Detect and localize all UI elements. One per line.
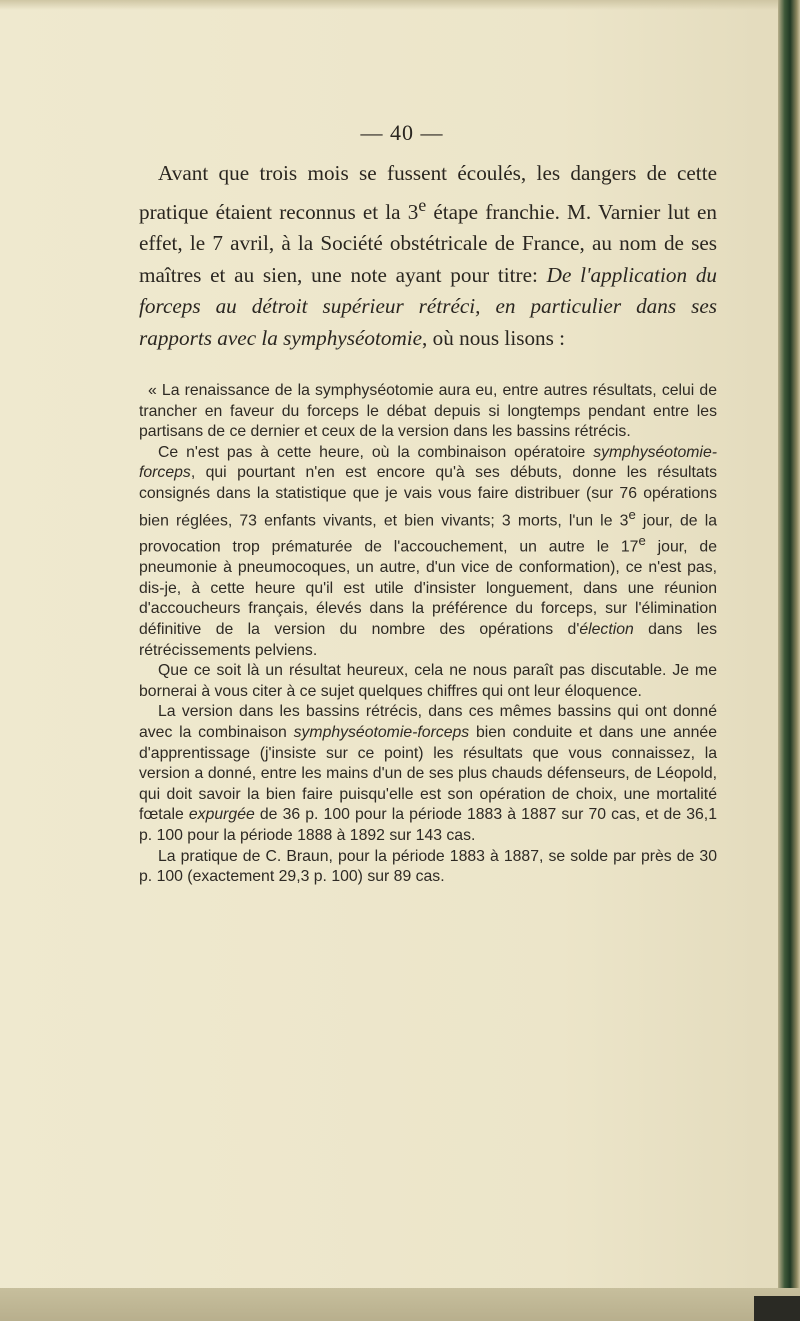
lead-sentence-3: , où nous lisons : [422, 326, 566, 351]
quote-paragraph-2 [139, 443, 717, 661]
quote-p2-superscript-1: e [628, 506, 636, 522]
lead-paragraph [139, 158, 717, 355]
quote-p2-superscript-2: e [638, 533, 646, 549]
lead-sentence-2: étape franchie. M. Varnier lut en effet, le 7 avril, à la Société obstétricale de France, au nom de ses maîtres et au sien, une note ayant pour titre: [139, 199, 717, 287]
top-shadow [0, 0, 800, 10]
quote-p2-part-d: jour, de pneumonie à pneumocoques, un autre, d'un vice de conformation), ce n'est pas, dis-je, à cette heure qu'il est utile d'insister longuement, dans une réunion d'accoucheurs français, élevés dans la préférence du forceps, sur l'élimination définitive de la version du nombre des opérations d' [139, 538, 717, 639]
quote-p2-part-e: dans les rétrécissements pelviens. [139, 621, 718, 659]
lead-sentence-1: Avant que trois mois se fussent écoulés, les dangers de cette pratique étaient reconnus et la 3 [139, 161, 717, 224]
quote-p4-italic-2: expurgée [188, 806, 255, 824]
page-number: — 40 — [360, 120, 444, 145]
lead-text [139, 158, 717, 355]
binding-corner [754, 1296, 800, 1321]
bottom-margin [0, 1288, 800, 1321]
quote-p4-part-c: de 36 p. 100 pour la période 1883 à 1887 sur 70 cas, et de 36,1 p. 100 pour la période 1888 à 1892 sur 143 cas. [139, 806, 717, 844]
quote-paragraph-3: Que ce soit là un résultat heureux, cela ne nous paraît pas discutable. Je me bornerai à vous citer à ce sujet quelques chiffres qui ont leur éloquence. [139, 662, 717, 700]
quote-p2-part-c: jour, de la provocation trop prématurée de l'accouchement, un autre le 17 [139, 511, 717, 556]
quote-p4-italic: symphyséotomie-forceps [293, 724, 470, 742]
quotation-block [139, 381, 717, 888]
quote-paragraph-4 [139, 702, 717, 846]
quote-paragraph-1: « La renaissance de la symphyséotomie aura eu, entre autres résultats, celui de trancher en faveur du forceps le débat depuis si longtemps pendant entre les partisans de ce dernier et ceux de la version dans les bassins rétrécis. [139, 382, 717, 441]
quote-p2-italic: symphyséotomie-forceps [139, 443, 717, 482]
quote-p2-part-a: Ce n'est pas à cette heure, où la combinaison opératoire [158, 443, 594, 461]
quote-p2-italic-2: élection [579, 621, 634, 639]
quote-p4-part-a: La version dans les bassins rétrécis, dans ces mêmes bassins qui ont donné avec la combinaison [139, 703, 717, 742]
lead-superscript: e [418, 194, 427, 215]
quote-p2-part-b: , qui pourtant n'en est encore qu'à ses débuts, donne les résultats consignés dans la statistique que je vais vous faire distribuer (sur 76 opérations bien réglées, 73 enfants vivants, et bien vivants; 3 morts, l'un le 3 [139, 464, 717, 529]
note-title: De l'application du forceps au détroit supérieur rétréci, en particulier dans ses rapports avec la symphyséotomie [139, 262, 718, 351]
quote-paragraph-5: La pratique de C. Braun, pour la période 1883 à 1887, se solde par près de 30 p. 100 (exactement 29,3 p. 100) sur 89 cas. [139, 847, 717, 886]
quote-p4-part-b: bien conduite et dans une année d'apprentissage (j'insiste sur ce point) les résultats que vous connaissez, la version a donné, entre les mains d'un de ses plus chauds défenseurs, de Léopold, qui doit savoir la bien faire puisqu'elle est son opération de choix, une mortalité fœtale [139, 724, 717, 824]
page-edge [778, 0, 800, 1321]
